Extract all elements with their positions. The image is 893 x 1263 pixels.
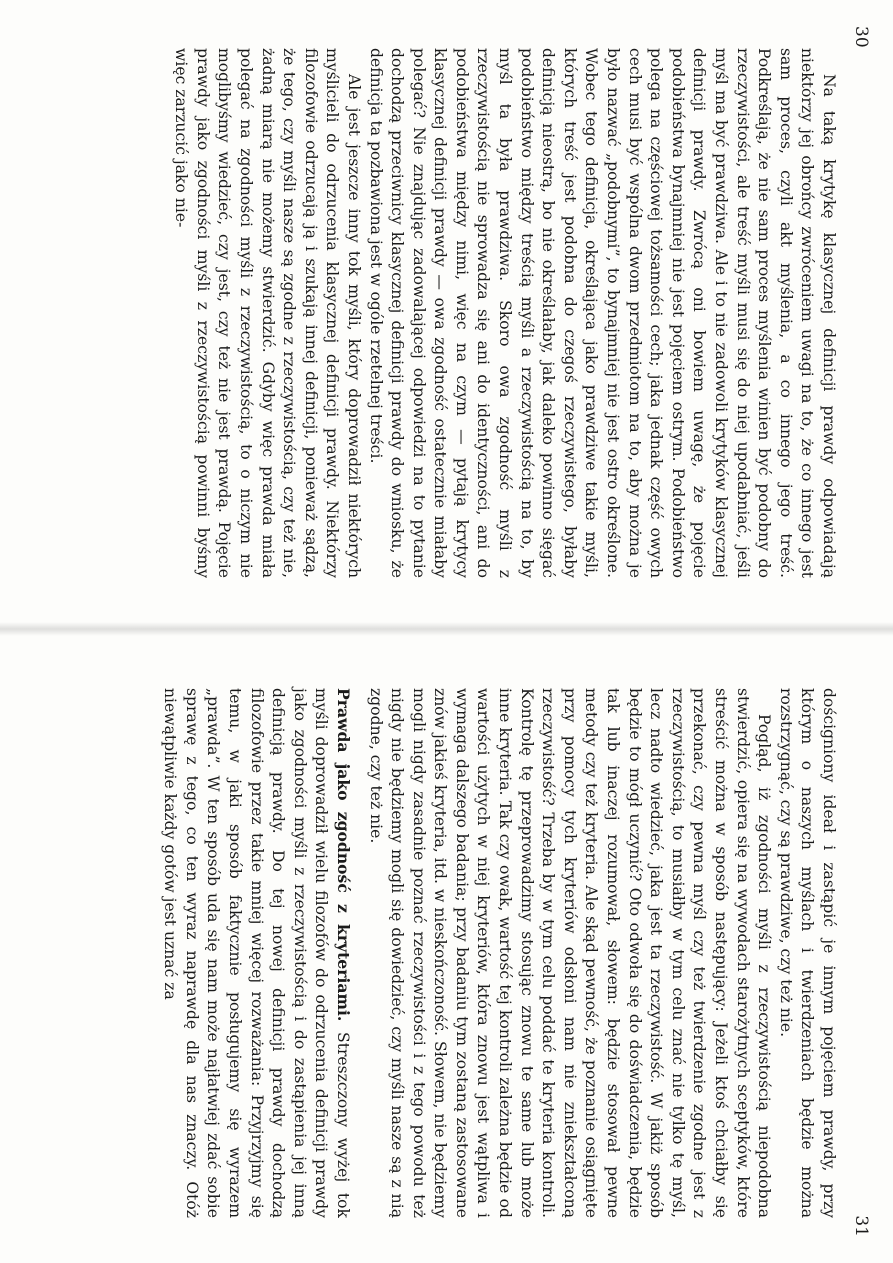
paragraph: Na taką krytykę klasycznej definicji prawdy odpowiadają niektórzy jej obrońcy zwróceniem uwagi na to, że co innego jest sam proces, czyli akt myślenia, a co innego jego treść. Podkreślają, że nie sam proces myślenia winien być podobny do rzeczywistości, ale treść myśli musi się do niej upodabniać, jeśli myśl ma być prawdziwa. Ale i to nie zadowoli krytyków klasycznej definicji prawdy. Zwrócą oni bowiem uwagę, że pojęcie podobieństwa bynajmniej nie jest pojęciem ostrym. Podobieństwo polega na częściowej tożsamości cech; jaka jednak część owych cech musi być wspólna dwom przedmiotom na to, aby można je było nazwać „podobnymi”, to bynajmniej nie jest ostro określone. Wobec tego definicja, określająca jako prawdziwe takie myśli, których treść jest podobna do czegoś rzeczywistego, byłaby definicją nieostrą, bo nie określałaby, jak daleko powinno sięgać podobieństwo między treścią myśli a rzeczywistością na to, by myśl ta była prawdziwa. Skoro owa zgodność myśli z rzeczywistością nie sprowadza się ani do identyczności, ani do podobieństwa między nimi, więc na czym — pytają krytycy klasycznej definicji prawdy — owa zgodność ostatecznie miałaby polegać? Nie znajdując zadowalającej odpowiedzi na to pytanie dochodzą przeciwnicy klasycznej definicji prawdy do wniosku, że definicja ta pozbawiona jest w ogóle rzetelnej treści.: [366, 48, 838, 578]
paragraph: Pogląd, iż zgodności myśli z rzeczywistością niepodobna stwierdzić, opiera się na wywodach starożytnych sceptyków, które streścić można w sposób następujący: Jeżeli ktoś chciałby się przekonać, czy pewna myśl czy też twierdzenie zgodne jest z rzeczywistością, to musiałby w tym celu znać nie tylko tę myśl, lecz nadto wiedzieć, jaka jest ta rzeczywistość. W jakiż sposób będzie to mógł uczynić? Oto odwoła się do doświadczenia, będzie tak lub inaczej rozumował, słowem: będzie stosował pewne metody czy też kryteria. Ale skąd pewność, że poznanie osiągnięte przy pomocy tych kryteriów odsłoni nam nie zniekształconą rzeczywistość? Trzeba by w tym celu poddać te kryteria kontroli. Kontrolę tę przeprowadzimy stosując znowu te same lub może inne kryteria. Tak czy owak, wartość tej kontroli zależna będzie od wartości użytych w niej kryteriów, która znowu jest wątpliwa i wymaga dalszego badania; przy badaniu tym zostaną zastosowane znów jakieś kryteria, itd. w nieskończoność. Słowem, nie będziemy mogli nigdy zasadnie poznać rzeczywistości i z tego powodu też nigdy nie będziemy mogli się dowiedzieć, czy myśli nasze są z nią zgodne, czy też nie.: [366, 688, 774, 1218]
left-page: [0, 0, 893, 631]
left-page-text: [170, 48, 839, 578]
section-paragraph: [159, 688, 354, 1218]
paragraph: Ale jest jeszcze inny tok myśli, który doprowadził niektórych myślicieli do odrzucenia klasycznej definicji prawdy. Niektórzy filozofowie odrzucają ją i szukają innej definicji, ponieważ sądzą, że tego, czy myśli nasze są zgodne z rzeczywistością, czy też nie, żadną miarą nie możemy stwierdzić. Gdyby więc prawda miała polegać na zgodności myśli z rzeczywistością, to o niczym nie moglibyśmy wiedzieć, czy jest, czy też nie jest prawdą. Pojęcie prawdy jako zgodności myśli z rzeczywistością powinni byśmy więc zarzucić jako nie-: [172, 48, 363, 578]
section-heading: Prawda jako zgodność z kryteriami.: [333, 688, 353, 1022]
paragraph-continuation: dościgniony ideał i zastąpić je innym pojęciem prawdy, przy którym o naszych myślach i twierdzeniach będzie można rozstrzygnąć, czy są prawdziwe, czy też nie.: [776, 688, 838, 1218]
page-number-right: 31: [851, 1215, 871, 1237]
right-page-text: [159, 688, 839, 1218]
right-page: [0, 632, 893, 1263]
section-text: Streszczony wyżej tok myśli doprowadził wielu filozofów do odrzucenia definicji prawdy jako zgodności myśli z rzeczywistością i do zastąpienia jej inną definicją prawdy. Do tej nowej definicji prawdy dochodzą filozofowie przez takie mniej więcej rozważania: Przyjrzyjmy się temu, w jaki sposób faktycznie posługujemy się wyrazem „prawda”. W ten sposób uda się nam może najłatwiej zdać sobie sprawę z tego, co ten wyraz naprawdę dla nas znaczy. Otóż niewątpliwie każdy gotów jest uznać za: [161, 688, 352, 1218]
page-number-left: 30: [851, 26, 871, 48]
